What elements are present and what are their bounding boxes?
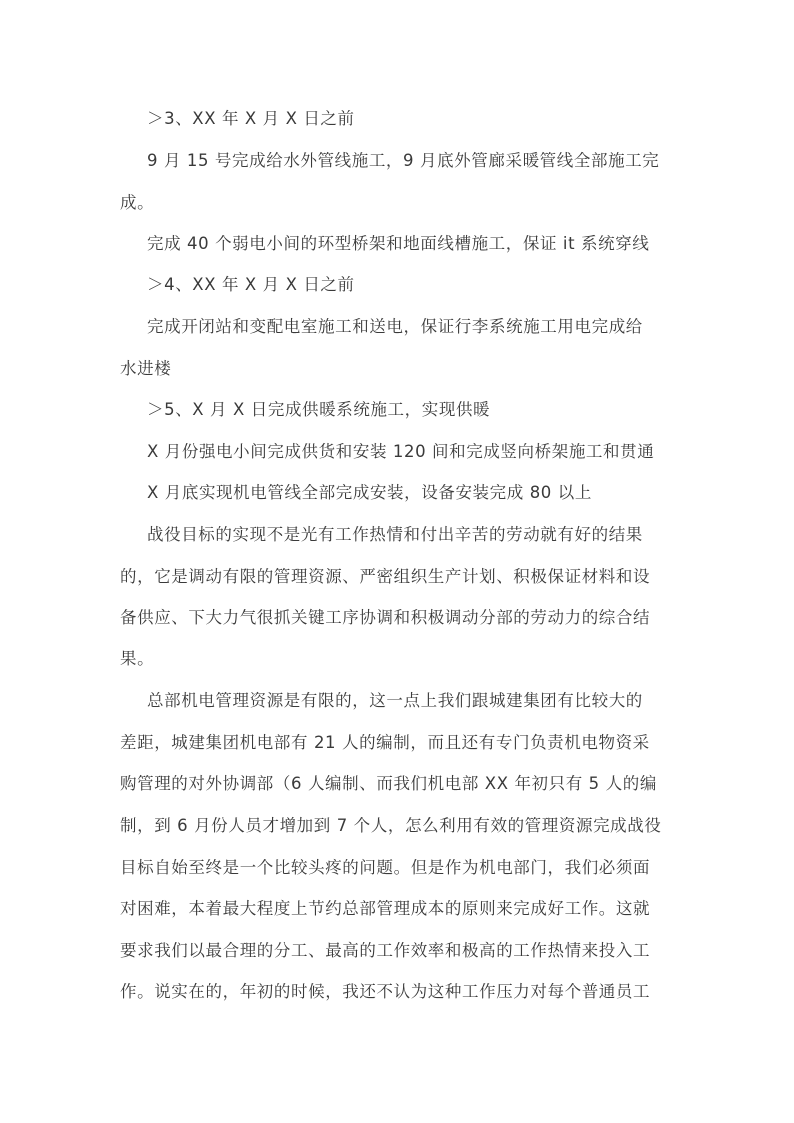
text-line: 差距，城建集团机电部有 21 人的编制，而且还有专门负责机电物资采 bbox=[120, 733, 650, 752]
text-line: 果。 bbox=[120, 649, 155, 668]
text-line: 要求我们以最合理的分工、最高的工作效率和极高的工作热情来投入工 bbox=[120, 941, 651, 960]
text-line: X 月底实现机电管线全部完成安装，设备安装完成 80 以上 bbox=[147, 483, 592, 502]
text-line: ＞4、XX 年 X 月 X 日之前 bbox=[147, 275, 355, 294]
text-line: ＞3、XX 年 X 月 X 日之前 bbox=[147, 109, 355, 128]
text-line: 完成 40 个弱电小间的环型桥架和地面线槽施工，保证 it 系统穿线 bbox=[147, 234, 650, 253]
text-line: ＞5、X 月 X 日完成供暖系统施工，实现供暖 bbox=[147, 400, 491, 419]
text-line: 作。说实在的，年初的时候，我还不认为这种工作压力对每个普通员工 bbox=[120, 982, 651, 1001]
text-line: X 月份强电小间完成供货和安装 120 间和完成竖向桥架施工和贯通 bbox=[147, 442, 655, 461]
text-line: 购管理的对外协调部（6 人编制、而我们机电部 XX 年初只有 5 人的编 bbox=[120, 774, 657, 793]
text-line: 的，它是调动有限的管理资源、严密组织生产计划、积极保证材料和设 bbox=[120, 567, 651, 586]
text-line: 成。 bbox=[120, 193, 155, 212]
text-line: 水进楼 bbox=[120, 359, 172, 378]
text-line: 完成开闭站和变配电室施工和送电，保证行李系统施工用电完成给 bbox=[147, 317, 643, 336]
text-line: 对困难，本着最大程度上节约总部管理成本的原则来完成好工作。这就 bbox=[120, 899, 651, 918]
text-line: 制，到 6 月份人员才增加到 7 个人，怎么利用有效的管理资源完成战役 bbox=[120, 816, 662, 835]
text-line: 9 月 15 号完成给水外管线施工，9 月底外管廊采暖管线全部施工完 bbox=[147, 151, 660, 170]
text-line: 总部机电管理资源是有限的，这一点上我们跟城建集团有比较大的 bbox=[147, 691, 643, 710]
text-line: 备供应、下大力气很抓关键工序协调和积极调动分部的劳动力的综合结 bbox=[120, 608, 651, 627]
text-line: 目标自始至终是一个比较头疼的问题。但是作为机电部门，我们必须面 bbox=[120, 858, 651, 877]
text-line: 战役目标的实现不是光有工作热情和付出辛苦的劳动就有好的结果 bbox=[147, 525, 643, 544]
